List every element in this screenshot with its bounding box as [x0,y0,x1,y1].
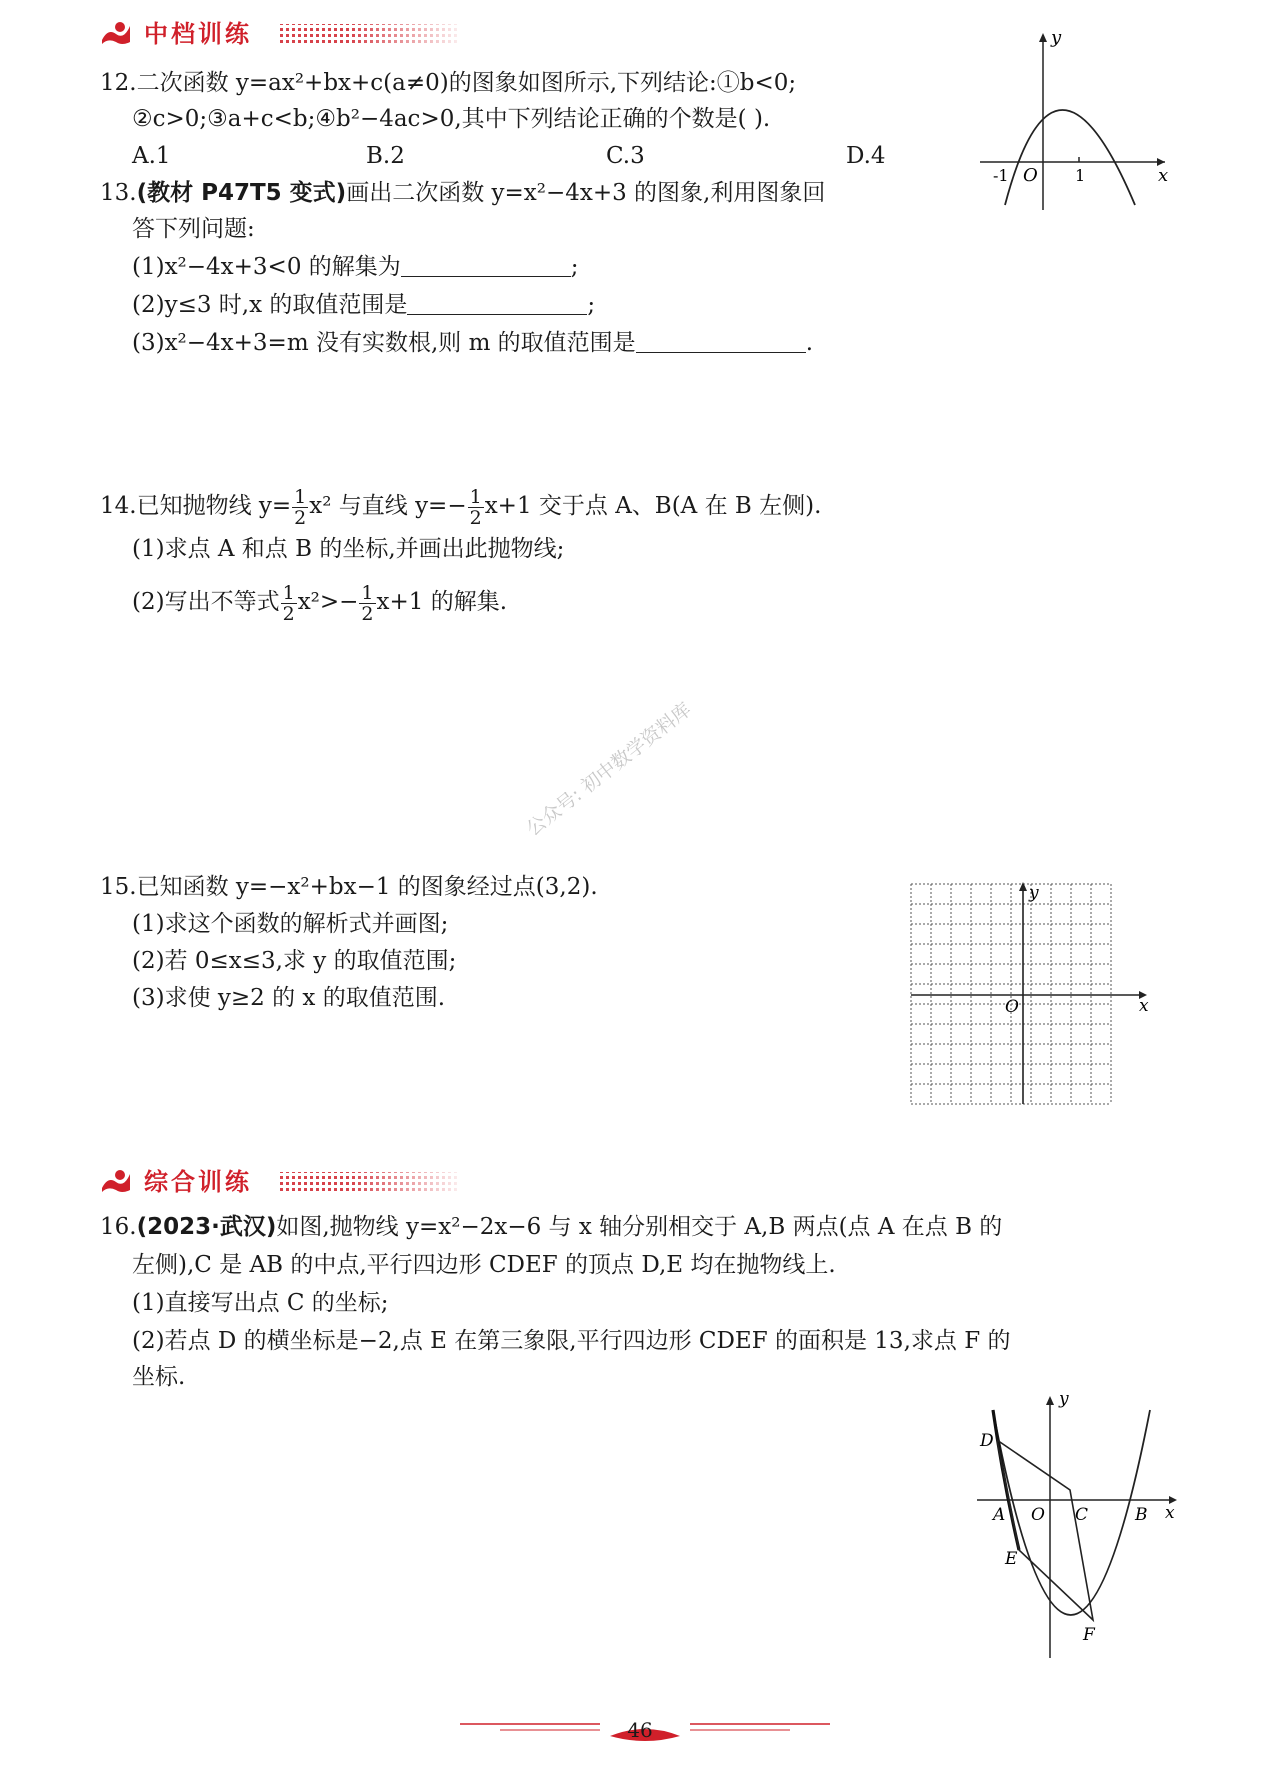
section-header-mid [100,14,480,54]
q13-stem2: 答下列问题: [132,216,255,242]
q12-option-c: C.3 [606,143,645,169]
q14-fraction-1 [292,487,308,528]
q12-option-b: B.2 [366,143,405,169]
q13-part1-answer-blank[interactable] [401,254,571,277]
q14-part2-text-a: (2)写出不等式 [132,589,280,615]
q16-point-d-label: D [980,1431,994,1451]
q16-part2: (2)若点 D 的横坐标是−2,点 E 在第三象限,平行四边形 CDEF 的面积是 13,求点 F 的 [132,1328,1011,1354]
q14-stem [100,480,821,532]
q12-parabola-graph [975,25,1175,215]
section-decoration-fade [350,1170,470,1196]
q16-origin-label: O [1031,1505,1045,1525]
q14-part2 [132,576,507,628]
q16-point-e-label: E [1005,1549,1018,1569]
q16-line2: 左侧),C 是 AB 的中点,平行四边形 CDEF 的顶点 D,E 均在抛物线上. [132,1252,836,1278]
fraction-denominator: 2 [294,506,307,529]
q16-part1: (1)直接写出点 C 的坐标; [132,1290,389,1316]
q16-point-b-label: B [1135,1505,1148,1525]
q15-y-label: y [1029,883,1039,903]
q12-origin-label: O [1023,165,1038,186]
q12-y-label: y [1051,27,1062,48]
q16-point-f-label: F [1083,1625,1095,1645]
q13-part2-semicolon: ; [587,292,596,318]
fraction-numerator: 1 [294,485,307,508]
q15-coordinate-grid [905,880,1155,1110]
q14-fraction-4 [359,583,375,624]
q12-one-label: 1 [1075,166,1086,185]
q13-part2 [132,290,595,320]
q13-part2-answer-blank[interactable] [407,292,587,315]
q14-part1: (1)求点 A 和点 B 的坐标,并画出此抛物线; [132,536,565,562]
q13-part1 [132,252,579,282]
q16-stem [100,1212,1002,1242]
q16-number: 16. [100,1214,137,1240]
q15-origin-label: O [1005,997,1019,1017]
q13-part3-text: (3)x²−4x+3=m 没有实数根,则 m 的取值范围是 [132,330,636,356]
q15-part1: (1)求这个函数的解析式并画图; [132,911,449,937]
q14-part2-text-b: x²>− [297,589,359,615]
q13-part1-text: (1)x²−4x+3<0 的解集为 [132,254,401,280]
q14-text-c: x+1 交于点 A、B(A 在 B 左侧). [484,493,822,519]
q16-point-c-label: C [1075,1505,1089,1525]
q13-part3-answer-blank[interactable] [636,330,806,353]
q13-source: (教材 P47T5 变式) [136,180,347,206]
q12-x-label: x [1158,165,1169,186]
watermark: 公众号: 初中数学资料库 [522,698,696,841]
q13-stem [100,178,825,208]
ribbon-icon [100,1168,132,1194]
page-number: 46 [627,1718,653,1742]
q16-part2-cont: 坐标. [132,1364,186,1390]
q14-text-a: 14.已知抛物线 y= [100,493,292,519]
section-decoration-fade [350,22,470,48]
q14-fraction-3 [281,583,297,624]
q12-line1: 12.二次函数 y=ax²+bx+c(a≠0)的图象如图所示,下列结论:①b<0; [100,70,797,96]
fraction-denominator: 2 [469,506,482,529]
q13-stem-text: 画出二次函数 y=x²−4x+3 的图象,利用图象回 [346,180,826,206]
fraction-denominator: 2 [361,602,374,625]
q14-part2-text-c: x+1 的解集. [376,589,508,615]
q16-y-label: y [1059,1390,1069,1409]
ribbon-icon [100,20,132,46]
q12-option-d: D.4 [846,143,886,169]
q13-part1-semicolon: ; [570,254,579,280]
q13-part2-text: (2)y≤3 时,x 的取值范围是 [132,292,408,318]
q16-line1: 如图,抛物线 y=x²−2x−6 与 x 轴分别相交于 A,B 两点(点 A 在点 B 的 [276,1214,1003,1240]
q16-source: (2023·武汉) [136,1214,277,1240]
q15-x-label: x [1139,996,1149,1016]
q15-part2: (2)若 0≤x≤3,求 y 的取值范围; [132,948,457,974]
q12-line2: ②c>0;③a+c<b;④b²−4ac>0,其中下列结论正确的个数是( ). [132,106,771,132]
q16-point-a-label: A [993,1505,1006,1525]
q12-option-a: A.1 [132,143,171,169]
fraction-denominator: 2 [282,602,295,625]
q14-text-b: x² 与直线 y=− [309,493,467,519]
q16-x-label: x [1165,1503,1175,1523]
section-header-comprehensive [100,1162,480,1202]
fraction-numerator: 1 [282,581,295,604]
q16-parabola-graph [975,1390,1195,1665]
q13-part3-period: . [805,330,813,356]
q15-part3: (3)求使 y≥2 的 x 的取值范围. [132,985,446,1011]
fraction-numerator: 1 [361,581,374,604]
fraction-numerator: 1 [469,485,482,508]
q12-neg1-label: -1 [993,166,1009,185]
q13-part3 [132,328,813,358]
q15-stem: 15.已知函数 y=−x²+bx−1 的图象经过点(3,2). [100,874,598,900]
section-title: 中档训练 [144,20,252,48]
q14-fraction-2 [468,487,484,528]
section-title: 综合训练 [144,1168,252,1196]
q13-number: 13. [100,180,137,206]
